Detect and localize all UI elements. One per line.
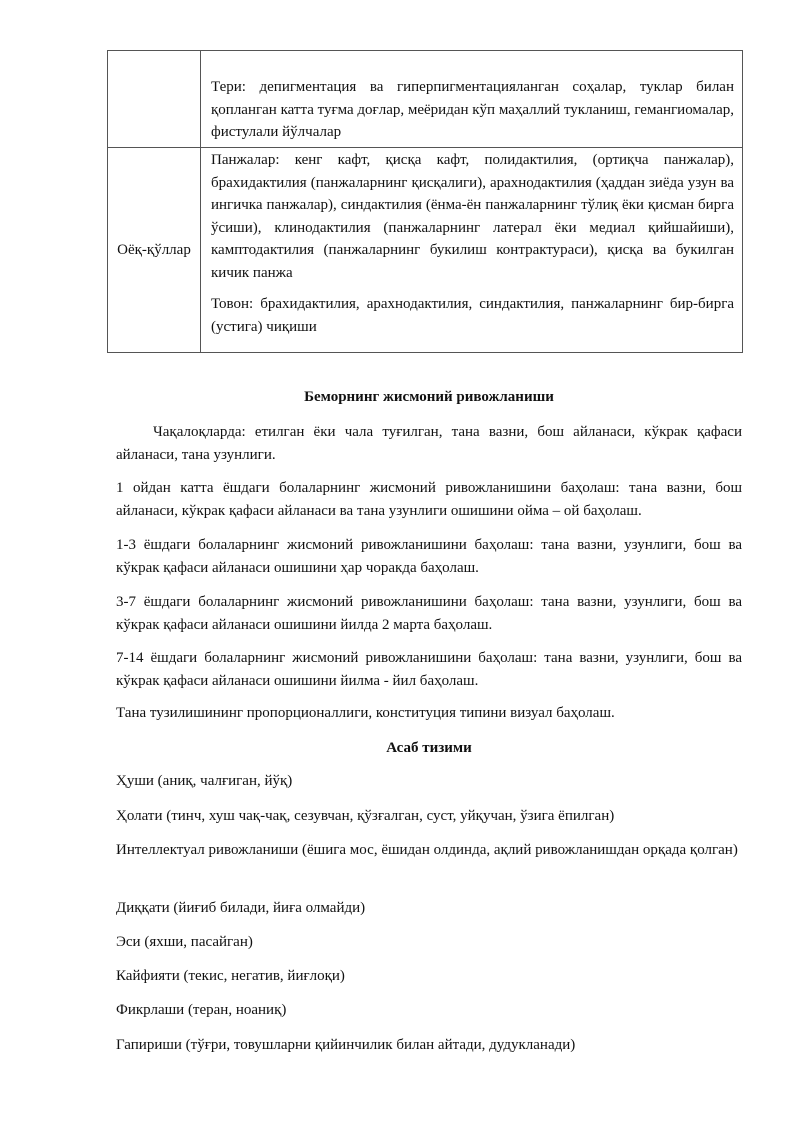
section-heading-nervous-system: Асаб тизими	[386, 740, 472, 756]
list-item: Кайфияти (текис, негатив, йиғлоқи)	[116, 968, 345, 984]
paragraph: Тана тузилишининг пропорционаллиги, конституция типини визуал баҳолаш.	[116, 705, 615, 721]
list-item: Гапириши (тўғри, товушларни қийинчилик билан айтади, дудукланади)	[116, 1037, 576, 1053]
table-content-cell	[201, 51, 743, 148]
limbs-label: Оёқ-қўллар	[117, 241, 191, 258]
table-content-cell	[201, 148, 743, 353]
list-item: Интеллектуал ривожланиши (ёшига мос, ёшидан олдинда, ақлий ривожланишдан орқада қолган)	[116, 842, 738, 858]
list-item: Фикрлаши (теран, ноаниқ)	[116, 1002, 287, 1018]
paragraph: Чақалоқларда: етилган ёки чала туғилган, тана вазни, бош айланаси, кўкрак қафаси айланаси, тана узунлиги.	[116, 424, 742, 463]
paragraph: 1-3 ёшдаги болаларнинг жисмоний ривожланишини баҳолаш: тана вазни, узунлиги, бош ва кўкрак қафаси айланаси ошишини ҳар чоракда баҳолаш.	[116, 537, 742, 576]
section-heading-physical-development: Беморнинг жисмоний ривожланиши	[304, 389, 554, 405]
paragraph: 3-7 ёшдаги болаларнинг жисмоний ривожланишини баҳолаш: тана вазни, узунлиги, бош ва кўкрак қафаси айланаси ошишини йилда 2 марта баҳолаш.	[116, 594, 742, 633]
list-item: Ҳуши (аниқ, чалғиган, йўқ)	[116, 773, 293, 789]
table-row	[108, 51, 743, 148]
list-item: Диққати (йиғиб билади, йиға олмайди)	[116, 900, 366, 916]
paragraph: 1 ойдан катта ёшдаги болаларнинг жисмоний ривожланишини баҳолаш: тана вазни, бош айланаси, кўкрак қафаси айланаси ва тана узунлиги ошишини ойма – ой баҳолаш.	[116, 480, 742, 519]
fingers-description: Панжалар: кенг кафт, қисқа кафт, полидактилия, (ортиқча панжалар), брахидактилия (панжаларнинг қисқалиги), арахнодактилия (ҳаддан зиёда узун ва ингичка панжалар), синдактилия (ёнма-ён панжаларнинг тўлиқ ёки қисман бирга ўсиши), клинодактилия (панжаларнинг латерал ёки медиал қийшайиши), камптодактилия (панжаларнинг букилиш контрактураси), қисқа ва букилган кичик панжа	[211, 152, 734, 281]
feet-description: Товон: брахидактилия, арахнодактилия, синдактилия, панжаларнинг бир-бирга (устига) чиқиши	[211, 296, 734, 335]
skin-description: Тери: депигментация ва гиперпигментацияланган соҳалар, туклар билан қопланган катта туғма доғлар, меёридан кўп маҳаллий тукланиш, гемангиомалар, фистулали йўлчалар	[211, 79, 734, 140]
paragraph: 7-14 ёшдаги болаларнинг жисмоний ривожланишини баҳолаш: тана вазни, узунлиги, бош ва кўкрак қафаси айланаси ошишини йилма - йил баҳолаш.	[116, 650, 742, 689]
table-label-cell	[108, 51, 201, 148]
list-item: Эси (яхши, пасайган)	[116, 934, 253, 950]
examination-table	[107, 50, 743, 353]
list-item: Ҳолати (тинч, хуш чақ-чақ, сезувчан, қўзғалган, суст, уйқучан, ўзига ёпилган)	[116, 808, 615, 824]
table-label-cell	[108, 148, 201, 353]
table-row	[108, 148, 743, 353]
